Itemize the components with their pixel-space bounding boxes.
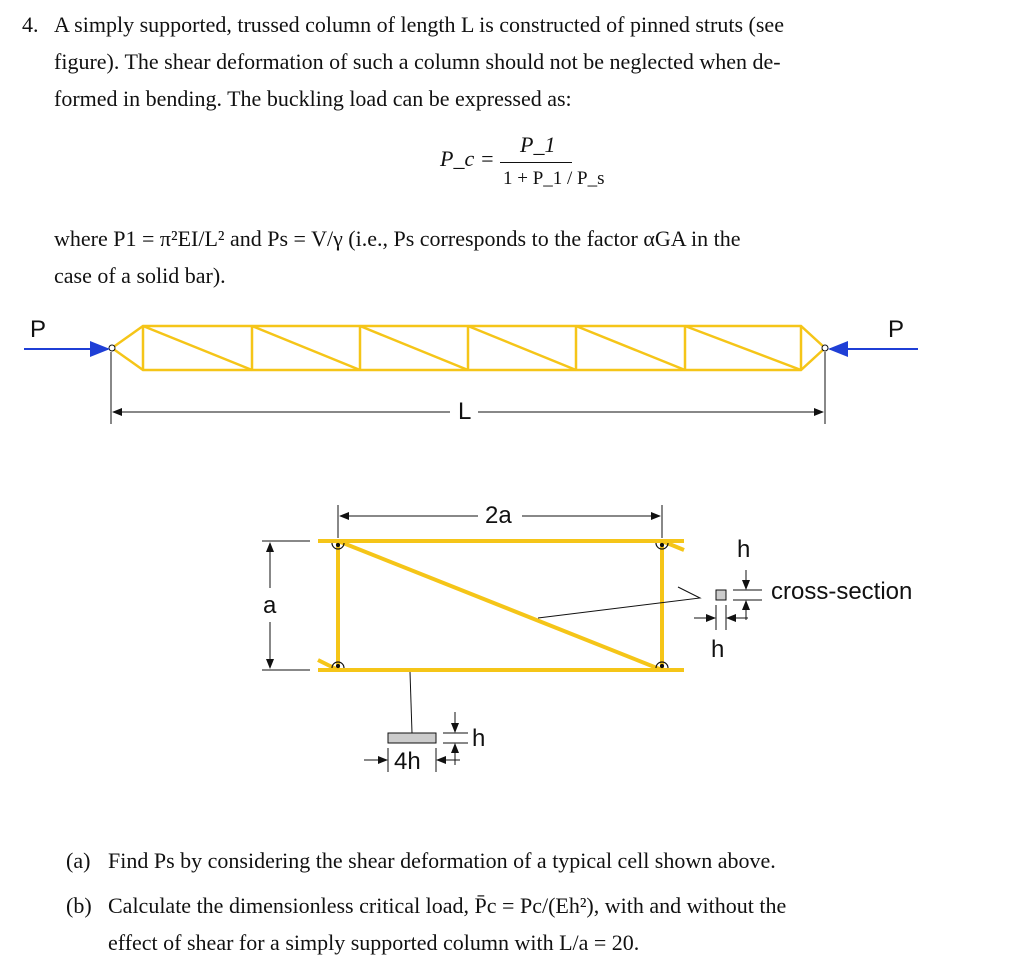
intro-line-1: A simply supported, trussed column of length L is constructed of pinned struts (see	[54, 12, 784, 37]
truss-cell	[318, 541, 684, 670]
question-b-line-2: effect of shear for a simply supported column with L/a = 20.	[108, 930, 640, 955]
load-label-left: P	[30, 316, 47, 343]
chord-cross-section	[388, 733, 436, 743]
question-a-label: (a)	[66, 848, 91, 873]
chord-h-label: h	[472, 725, 486, 752]
cell-diagonal	[338, 541, 662, 670]
truss-diagonal	[360, 326, 468, 370]
equation-denominator: 1 + P_1 / P_s	[503, 168, 605, 189]
diag-h-top-label: h	[737, 536, 751, 563]
leader-diagonal	[538, 587, 700, 618]
question-b-label: (b)	[66, 893, 92, 918]
where-line-2: case of a solid bar).	[54, 263, 226, 288]
truss-diagonal	[468, 326, 576, 370]
chord-width-label: 4h	[394, 748, 421, 775]
equation-numerator: P_1	[520, 132, 556, 157]
equation-lhs: P_c =	[440, 146, 495, 171]
trussed-column	[112, 326, 825, 370]
pin-right	[822, 345, 828, 351]
diag-h-bottom-label: h	[711, 636, 725, 663]
leader-chord	[410, 672, 412, 733]
truss-diagonal	[576, 326, 685, 370]
pin-left	[109, 345, 115, 351]
problem-number: 4.	[22, 12, 39, 37]
where-line-1: where P1 = π²EI/L² and Ps = V/γ (i.e., Ps corresponds to the factor αGA in the	[54, 226, 741, 251]
intro-line-2: figure). The shear deformation of such a column should not be neglected when de-	[54, 49, 781, 74]
truss-diagonal	[143, 326, 252, 370]
question-b-line-1: Calculate the dimensionless critical load, P̄c = Pc/(Eh²), with and without the	[108, 893, 787, 918]
cross-section-label: cross-section	[771, 578, 913, 605]
diag-h-dims	[694, 570, 762, 630]
length-label: L	[458, 398, 472, 425]
load-label-right: P	[888, 316, 905, 343]
intro-line-3: formed in bending. The buckling load can be expressed as:	[54, 86, 572, 111]
diagonal-cross-section	[716, 590, 726, 600]
truss-diagonal	[252, 326, 360, 370]
height-label: a	[263, 592, 277, 619]
width-label: 2a	[485, 502, 512, 529]
truss-diagonal	[685, 326, 801, 370]
question-a-text: Find Ps by considering the shear deformation of a typical cell shown above.	[108, 848, 776, 873]
